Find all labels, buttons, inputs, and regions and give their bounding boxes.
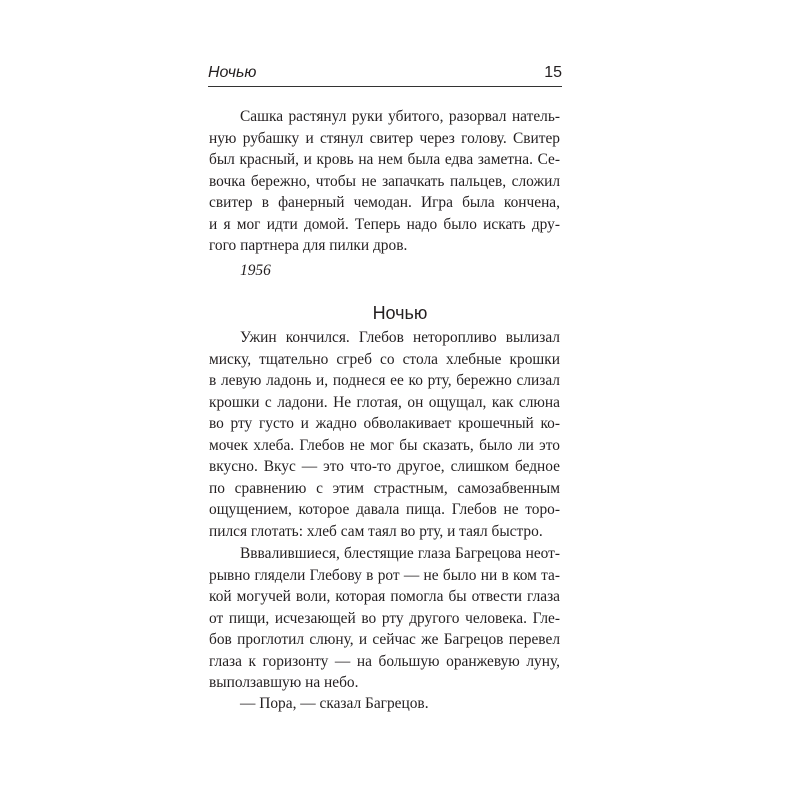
text-line: в левую ладонь и, поднеся ее ко рту, бережно слизал — [209, 372, 560, 389]
year-dateline: 1956 — [240, 262, 271, 279]
text-line: миску, тщательно сгреб со стола хлебные крошки — [209, 350, 560, 368]
text-line: во рту густо и жадно обволакивает крошечный ко- — [209, 415, 560, 432]
chapter-title: Ночью — [372, 303, 428, 323]
text-line: выползавшую на небо. — [209, 674, 359, 691]
running-header — [208, 64, 562, 87]
paragraph-3 — [209, 543, 560, 694]
text-line: свитер в фанерный чемодан. Игра была кончена, — [209, 194, 560, 211]
text-line: кой могучей воли, которая помогла бы отвести глаза — [209, 588, 560, 605]
text-line: Ужин кончился. Глебов неторопливо вылизал — [240, 329, 560, 346]
text-line: мочек хлеба. Глебов не мог бы сказать, было ли это — [209, 436, 560, 454]
text-line: вкусно. Вкус — это что-то другое, слишком бедное — [209, 458, 560, 475]
text-line: по сравнению с этим страстным, самозабвенным — [209, 479, 560, 497]
running-title: Ночью — [208, 64, 257, 81]
text-line: гого партнера для пилки дров. — [209, 237, 408, 254]
paragraph-1 — [209, 106, 560, 257]
text-line: был красный, и кровь на нем была едва заметна. Се- — [209, 151, 560, 168]
text-line: рывно глядели Глебову в рот — не было ни в ком та- — [209, 566, 560, 584]
text-line: Сашка растянул руки убитого, разорвал натель- — [240, 108, 560, 125]
text-line: Вввалившиеся, блестящие глаза Багрецова неот- — [240, 545, 560, 562]
text-line: ную рубашку и стянул свитер через голову. Свитер — [209, 129, 560, 147]
paragraph-2 — [209, 327, 560, 542]
text-line: от пищи, исчезающей во рту другого человека. Гле- — [209, 609, 560, 627]
text-line: бов проглотил слюну, и сейчас же Багрецов перевел — [209, 631, 560, 648]
text-line: крошки с ладони. Не глотая, он ощущал, как слюна — [209, 393, 560, 411]
page-number: 15 — [544, 64, 562, 81]
text-line: глаза к горизонту — на большую оранжевую луну, — [209, 652, 560, 670]
text-line: — Пора, — сказал Багрецов. — [240, 695, 429, 712]
text-line: пился глотать: хлеб сам таял во рту, и таял быстро. — [209, 522, 543, 540]
text-line: ощущением, которое давала пища. Глебов не торо- — [209, 501, 560, 518]
text-line: и я мог идти домой. Теперь надо было искать дру- — [209, 215, 560, 233]
text-line: вочка бережно, чтобы не запачкать пальцев, сложил — [209, 172, 560, 190]
paragraph-4 — [209, 693, 560, 715]
